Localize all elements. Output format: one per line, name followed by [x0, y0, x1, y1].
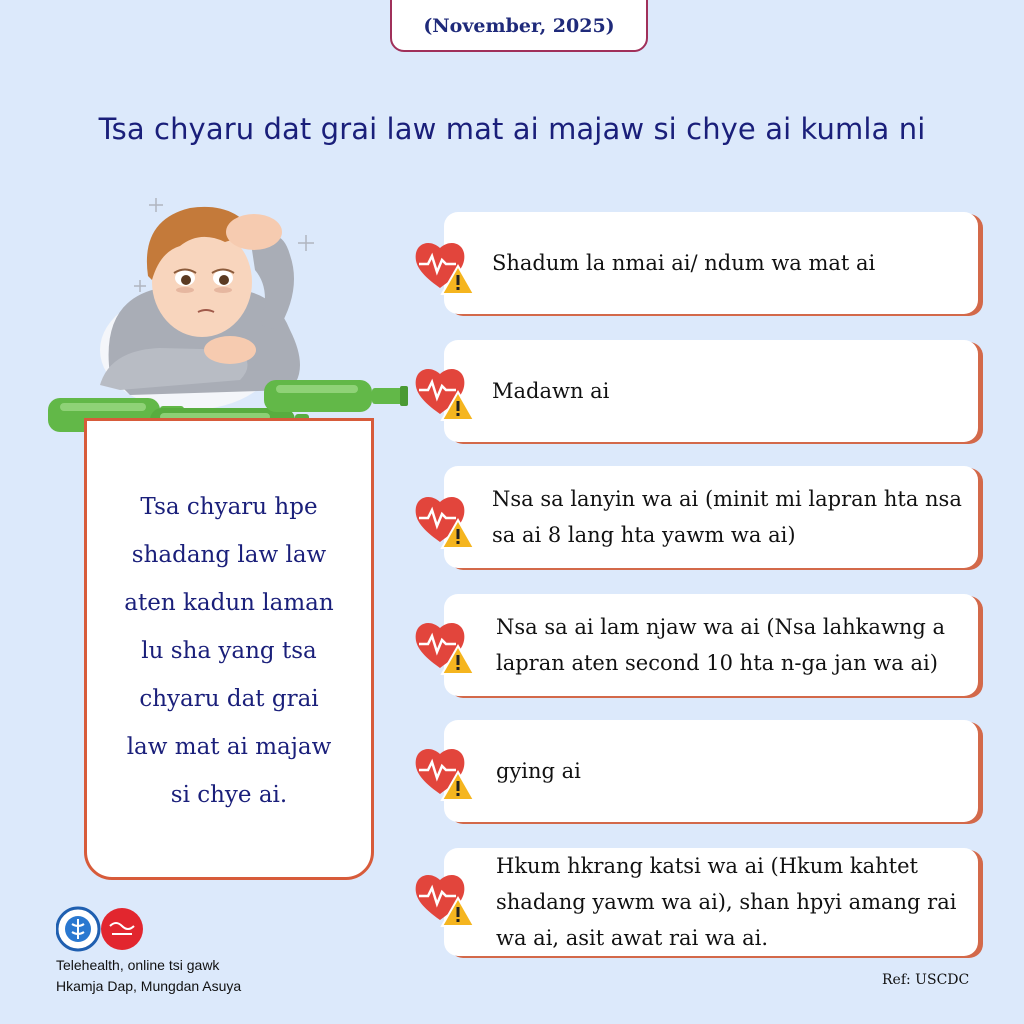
left-panel-line: si chye ai. [170, 782, 288, 808]
left-panel-text [87, 483, 371, 819]
reference-label: Ref: USCDC [882, 972, 970, 988]
symptom-card [444, 340, 978, 442]
ministry-logos [56, 906, 148, 952]
left-panel-line: Tsa chyaru hpe [140, 494, 318, 520]
ministry-of-health-logo [57, 908, 99, 950]
symptom-text: gying ai [496, 759, 581, 783]
drunk-man-illustration [40, 180, 420, 450]
symptom-text: Madawn ai [492, 379, 610, 403]
left-panel-line: shadang law law [131, 542, 327, 568]
heart-warning-icon [412, 362, 478, 424]
telehealth-logo [101, 908, 143, 950]
symptom-text: Hkum hkrang katsi wa ai (Hkum kahtet shadang yawm wa ai), shan hpyi amang rai wa ai, asit awat rai wa ai. [496, 854, 957, 950]
symptom-card [444, 212, 978, 314]
left-info-panel [84, 418, 374, 880]
left-panel-line: law mat ai majaw [126, 734, 332, 760]
symptom-text: Nsa sa lanyin wa ai (minit mi lapran hta nsa sa ai 8 lang hta yawm wa ai) [492, 487, 962, 547]
footer-organization [56, 955, 241, 997]
left-panel-line: chyaru dat grai [139, 686, 319, 712]
symptom-card [444, 466, 978, 568]
date-label: (November, 2025) [423, 15, 615, 37]
page-title: Tsa chyaru dat grai law mat ai majaw si chye ai kumla ni [98, 112, 926, 146]
heart-warning-icon [412, 868, 478, 930]
left-panel-line: aten kadun laman [124, 590, 334, 616]
heart-warning-icon [412, 236, 478, 298]
symptom-card [444, 848, 978, 956]
symptom-card [444, 720, 978, 822]
heart-warning-icon [412, 742, 478, 804]
date-tab [390, 0, 648, 52]
footer-line: Telehealth, online tsi gawk [56, 957, 220, 973]
symptom-card [444, 594, 978, 696]
heart-warning-icon [412, 490, 478, 552]
heart-warning-icon [412, 616, 478, 678]
left-panel-line: lu sha yang tsa [141, 638, 317, 664]
footer-line: Hkamja Dap, Mungdan Asuya [56, 978, 242, 994]
symptom-text: Shadum la nmai ai/ ndum wa mat ai [492, 251, 876, 275]
symptom-text: Nsa sa ai lam njaw wa ai (Nsa lahkawng a lapran aten second 10 hta n-ga jan wa ai) [496, 615, 946, 675]
